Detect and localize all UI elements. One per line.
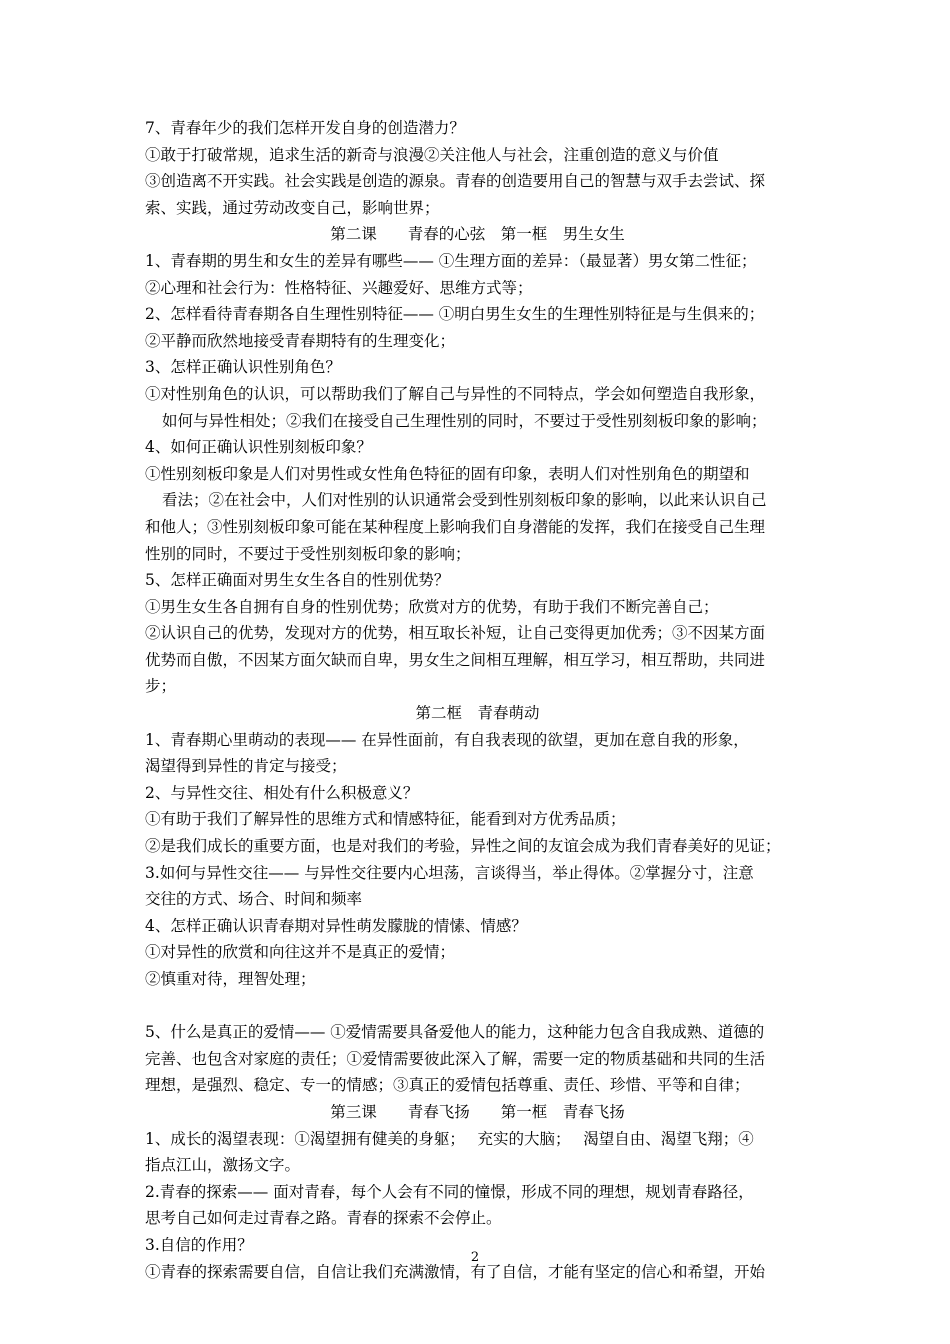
text-line: ②心理和社会行为：性格特征、兴趣爱好、思维方式等； [145, 278, 533, 297]
question-line: 1、成长的渴望表现：①渴望拥有健美的身躯； 充实的大脑； 渴望自由、渴望飞翔；④ [145, 1129, 754, 1148]
text-line: 渴望得到异性的肯定与接受； [145, 757, 347, 776]
text-line: 交往的方式、场合、时间和频率 [145, 890, 363, 909]
blank-line [145, 993, 810, 1020]
text-line: ①男生女生各自拥有自身的性别优势；欣赏对方的优势，有助于我们不断完善自己； [145, 597, 719, 616]
text-line: ②慎重对待，理智处理； [145, 970, 316, 988]
text-line: 如何与异性相处；②我们在接受自己生理性别的同时，不要过于受性别刻板印象的影响； [162, 411, 767, 430]
question-line: 3、怎样正确认识性别角色？ [145, 358, 341, 377]
question-line: 1、青春期的男生和女生的差异有哪些—— ①生理方面的差异：（最显著）男女第二性征； [145, 251, 757, 270]
text-line: ②是我们成长的重要方面，也是对我们的考验，异性之间的友谊会成为我们青春美好的见证； [145, 837, 781, 856]
text-line: ①青春的探索需要自信，自信让我们充满激情，有了自信，才能有坚定的信心和希望，开始 [145, 1262, 766, 1281]
text-line: 指点江山，激扬文字。 [145, 1156, 301, 1175]
section-heading: 第二课 青春的心弦 第一框 男生女生 [330, 225, 625, 244]
text-line: ①性别刻板印象是人们对男性或女性角色特征的固有印象，表明人们对性别角色的期望和 [145, 464, 750, 483]
section-heading: 第三课 青春飞扬 第一框 青春飞扬 [330, 1102, 625, 1121]
text-line: ①敢于打破常规，追求生活的新奇与浪漫②关注他人与社会，注重创造的意义与价值 [145, 145, 719, 164]
text-line: 索、实践，通过劳动改变自己，影响世界； [145, 198, 440, 217]
text-line: 步； [145, 677, 177, 696]
question-line: 7、青春年少的我们怎样开发自身的创造潜力？ [145, 119, 465, 137]
section-heading: 第二框 青春萌动 [415, 704, 540, 723]
text-line: 思考自己如何走过青春之路。青春的探索不会停止。 [145, 1209, 502, 1228]
text-line: ①有助于我们了解异性的思维方式和情感特征，能看到对方优秀品质； [145, 810, 626, 829]
question-line: 2、与异性交往、相处有什么积极意义？ [145, 783, 419, 802]
question-line: 4、怎样正确认识青春期对异性萌发朦胧的情愫、情感？ [145, 916, 527, 935]
text-line: 和他人；③性别刻板印象可能在某种程度上影响我们自身潜能的发挥，我们在接受自己生理 [145, 517, 766, 536]
text-line: ①对性别角色的认识，可以帮助我们了解自己与异性的不同特点，学会如何塑造自我形象， [145, 384, 766, 403]
text-line: 性别的同时，不要过于受性别刻板印象的影响； [145, 544, 471, 563]
text-line: 看法；②在社会中，人们对性别的认识通常会受到性别刻板印象的影响，以此来认识自己 [162, 491, 767, 510]
question-line: 3.自信的作用？ [145, 1235, 253, 1254]
question-line: 3.如何与异性交往—— 与异性交往要内心坦荡，言谈得当，举止得体。②掌握分寸，注意 [145, 863, 754, 882]
question-line: 2.青春的探索—— 面对青春，每个人会有不同的憧憬，形成不同的理想，规划青春路径， [145, 1182, 754, 1201]
text-line: 理想，是强烈、稳定、专一的情感；③真正的爱情包括尊重、责任、珍惜、平等和自律； [145, 1076, 750, 1095]
text-line: ①对异性的欣赏和向往这并不是真正的爱情； [145, 943, 456, 962]
text-line: ②平静而欣然地接受青春期特有的生理变化； [145, 331, 456, 350]
text-line: ②认识自己的优势，发现对方的优势，相互取长补短，让自己变得更加优秀；③不因某方面 [145, 624, 766, 643]
question-line: 1、青春期心里萌动的表现—— 在异性面前，有自我表现的欲望，更加在意自我的形象， [145, 730, 749, 749]
text-line: 优势而自傲，不因某方面欠缺而自卑，男女生之间相互理解，相互学习，相互帮助，共同进 [145, 650, 766, 669]
question-line: 5、什么是真正的爱情—— ①爱情需要具备爱他人的能力，这种能力包含自我成熟、道德的 [145, 1023, 765, 1042]
document-body [145, 115, 810, 1285]
text-line: 完善、也包含对家庭的责任；①爱情需要彼此深入了解，需要一定的物质基础和共同的生活 [145, 1049, 766, 1068]
question-line: 2、怎样看待青春期各自生理性别特征—— ①明白男生女生的生理性别特征是与生俱来的； [145, 305, 765, 324]
question-line: 5、怎样正确面对男生女生各自的性别优势？ [145, 571, 450, 590]
page-number: 2 [470, 1250, 480, 1265]
text-line: ③创造离不开实践。社会实践是创造的源泉。青春的创造要用自己的智慧与双手去尝试、探 [145, 172, 766, 191]
question-line: 4、如何正确认识性别刻板印象？ [145, 438, 372, 457]
